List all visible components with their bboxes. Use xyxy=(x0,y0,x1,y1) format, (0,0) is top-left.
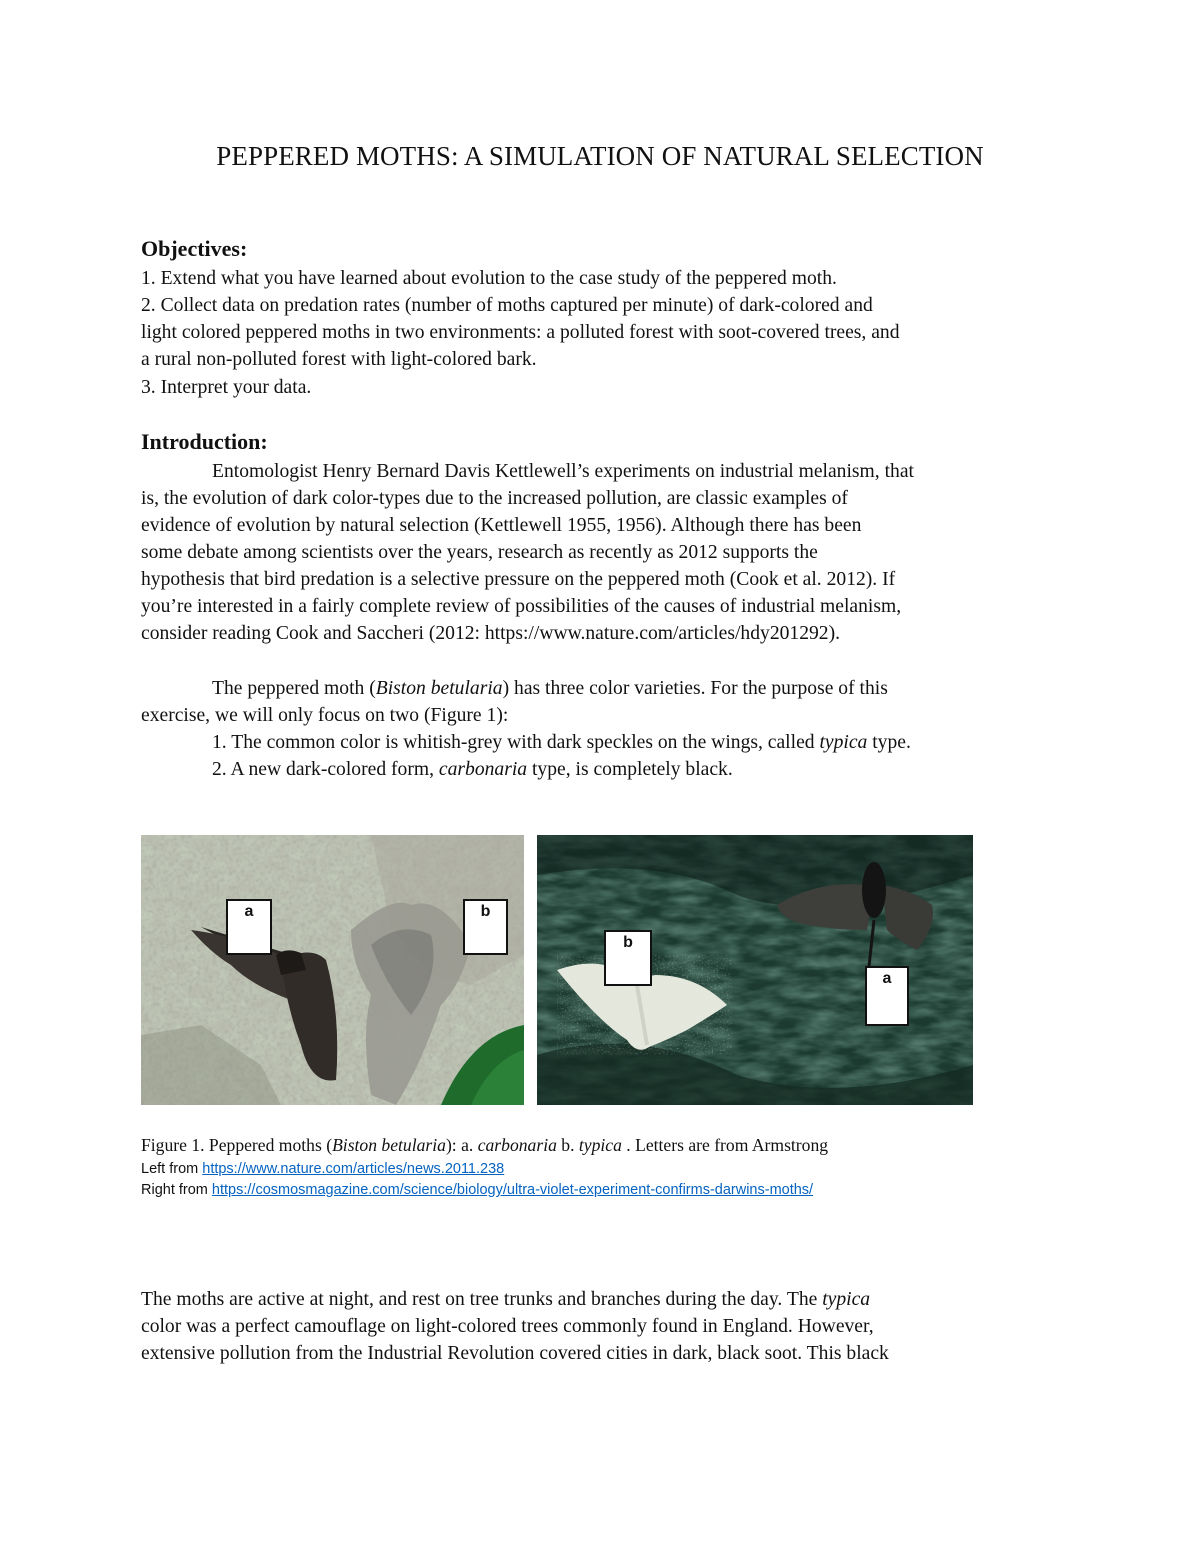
intro-line: Entomologist Henry Bernard Davis Kettlewell’s experiments on industrial melanism, that xyxy=(212,461,914,482)
intro-line: you’re interested in a fairly complete review of possibilities of the causes of industrial melanism, xyxy=(141,596,902,617)
right-image-source: Right from https://cosmosmagazine.com/science/biology/ultra-violet-experiment-confirms-darwins-moths/ xyxy=(141,1182,814,1198)
intro-line: is, the evolution of dark color-types due to the increased pollution, are classic examples of xyxy=(141,488,848,509)
objective-line: 1. Extend what you have learned about evolution to the case study of the peppered moth. xyxy=(141,268,837,289)
label-a-right: a xyxy=(865,966,909,1026)
moth-photo-dark-bark xyxy=(537,835,973,1105)
color-variety-item: 1. The common color is whitish-grey with dark speckles on the wings, called typica type. xyxy=(212,732,911,753)
label-b-left: b xyxy=(463,899,508,955)
left-source-link[interactable]: https://www.nature.com/articles/news.2011.238 xyxy=(202,1161,505,1177)
objective-line: a rural non-polluted forest with light-colored bark. xyxy=(141,349,537,370)
intro-para2-line: exercise, we will only focus on two (Figure 1): xyxy=(141,705,509,726)
intro-line: hypothesis that bird predation is a selective pressure on the peppered moth (Cook et al. 2012). If xyxy=(141,569,896,590)
introduction-heading: Introduction: xyxy=(141,429,268,454)
objective-line: light colored peppered moths in two environments: a polluted forest with soot-covered trees, and xyxy=(141,322,900,343)
figure-caption: Figure 1. Peppered moths (Biston betularia): a. carbonaria b. typica . Letters are from Armstrong xyxy=(141,1135,829,1155)
page-title: PEPPERED MOTHS: A SIMULATION OF NATURAL SELECTION xyxy=(216,141,984,171)
label-a-left: a xyxy=(226,899,272,955)
left-image-source: Left from https://www.nature.com/articles/news.2011.238 xyxy=(141,1161,505,1177)
objective-line: 2. Collect data on predation rates (number of moths captured per minute) of dark-colored and xyxy=(141,295,873,316)
color-variety-item: 2. A new dark-colored form, carbonaria type, is completely black. xyxy=(212,759,733,780)
intro-line: consider reading Cook and Saccheri (2012: https://www.nature.com/articles/hdy201292). xyxy=(141,623,841,644)
light-bark-image xyxy=(141,835,524,1105)
moth-photo-light-bark xyxy=(141,835,524,1105)
body-line: color was a perfect camouflage on light-colored trees commonly found in England. However, xyxy=(141,1316,874,1337)
objectives-heading: Objectives: xyxy=(141,236,248,261)
intro-para2-line: The peppered moth (Biston betularia) has three color varieties. For the purpose of this xyxy=(212,678,888,699)
intro-line: some debate among scientists over the years, research as recently as 2012 supports the xyxy=(141,542,818,563)
label-b-right: b xyxy=(604,930,652,986)
objective-line: 3. Interpret your data. xyxy=(141,377,312,398)
intro-line: evidence of evolution by natural selection (Kettlewell 1955, 1956). Although there has been xyxy=(141,515,862,536)
right-source-link[interactable]: https://cosmosmagazine.com/science/biology/ultra-violet-experiment-confirms-darwins-moths/ xyxy=(211,1182,814,1198)
body-line: extensive pollution from the Industrial Revolution covered cities in dark, black soot. This black xyxy=(141,1343,889,1364)
body-line: The moths are active at night, and rest on tree trunks and branches during the day. The typica xyxy=(141,1289,871,1310)
